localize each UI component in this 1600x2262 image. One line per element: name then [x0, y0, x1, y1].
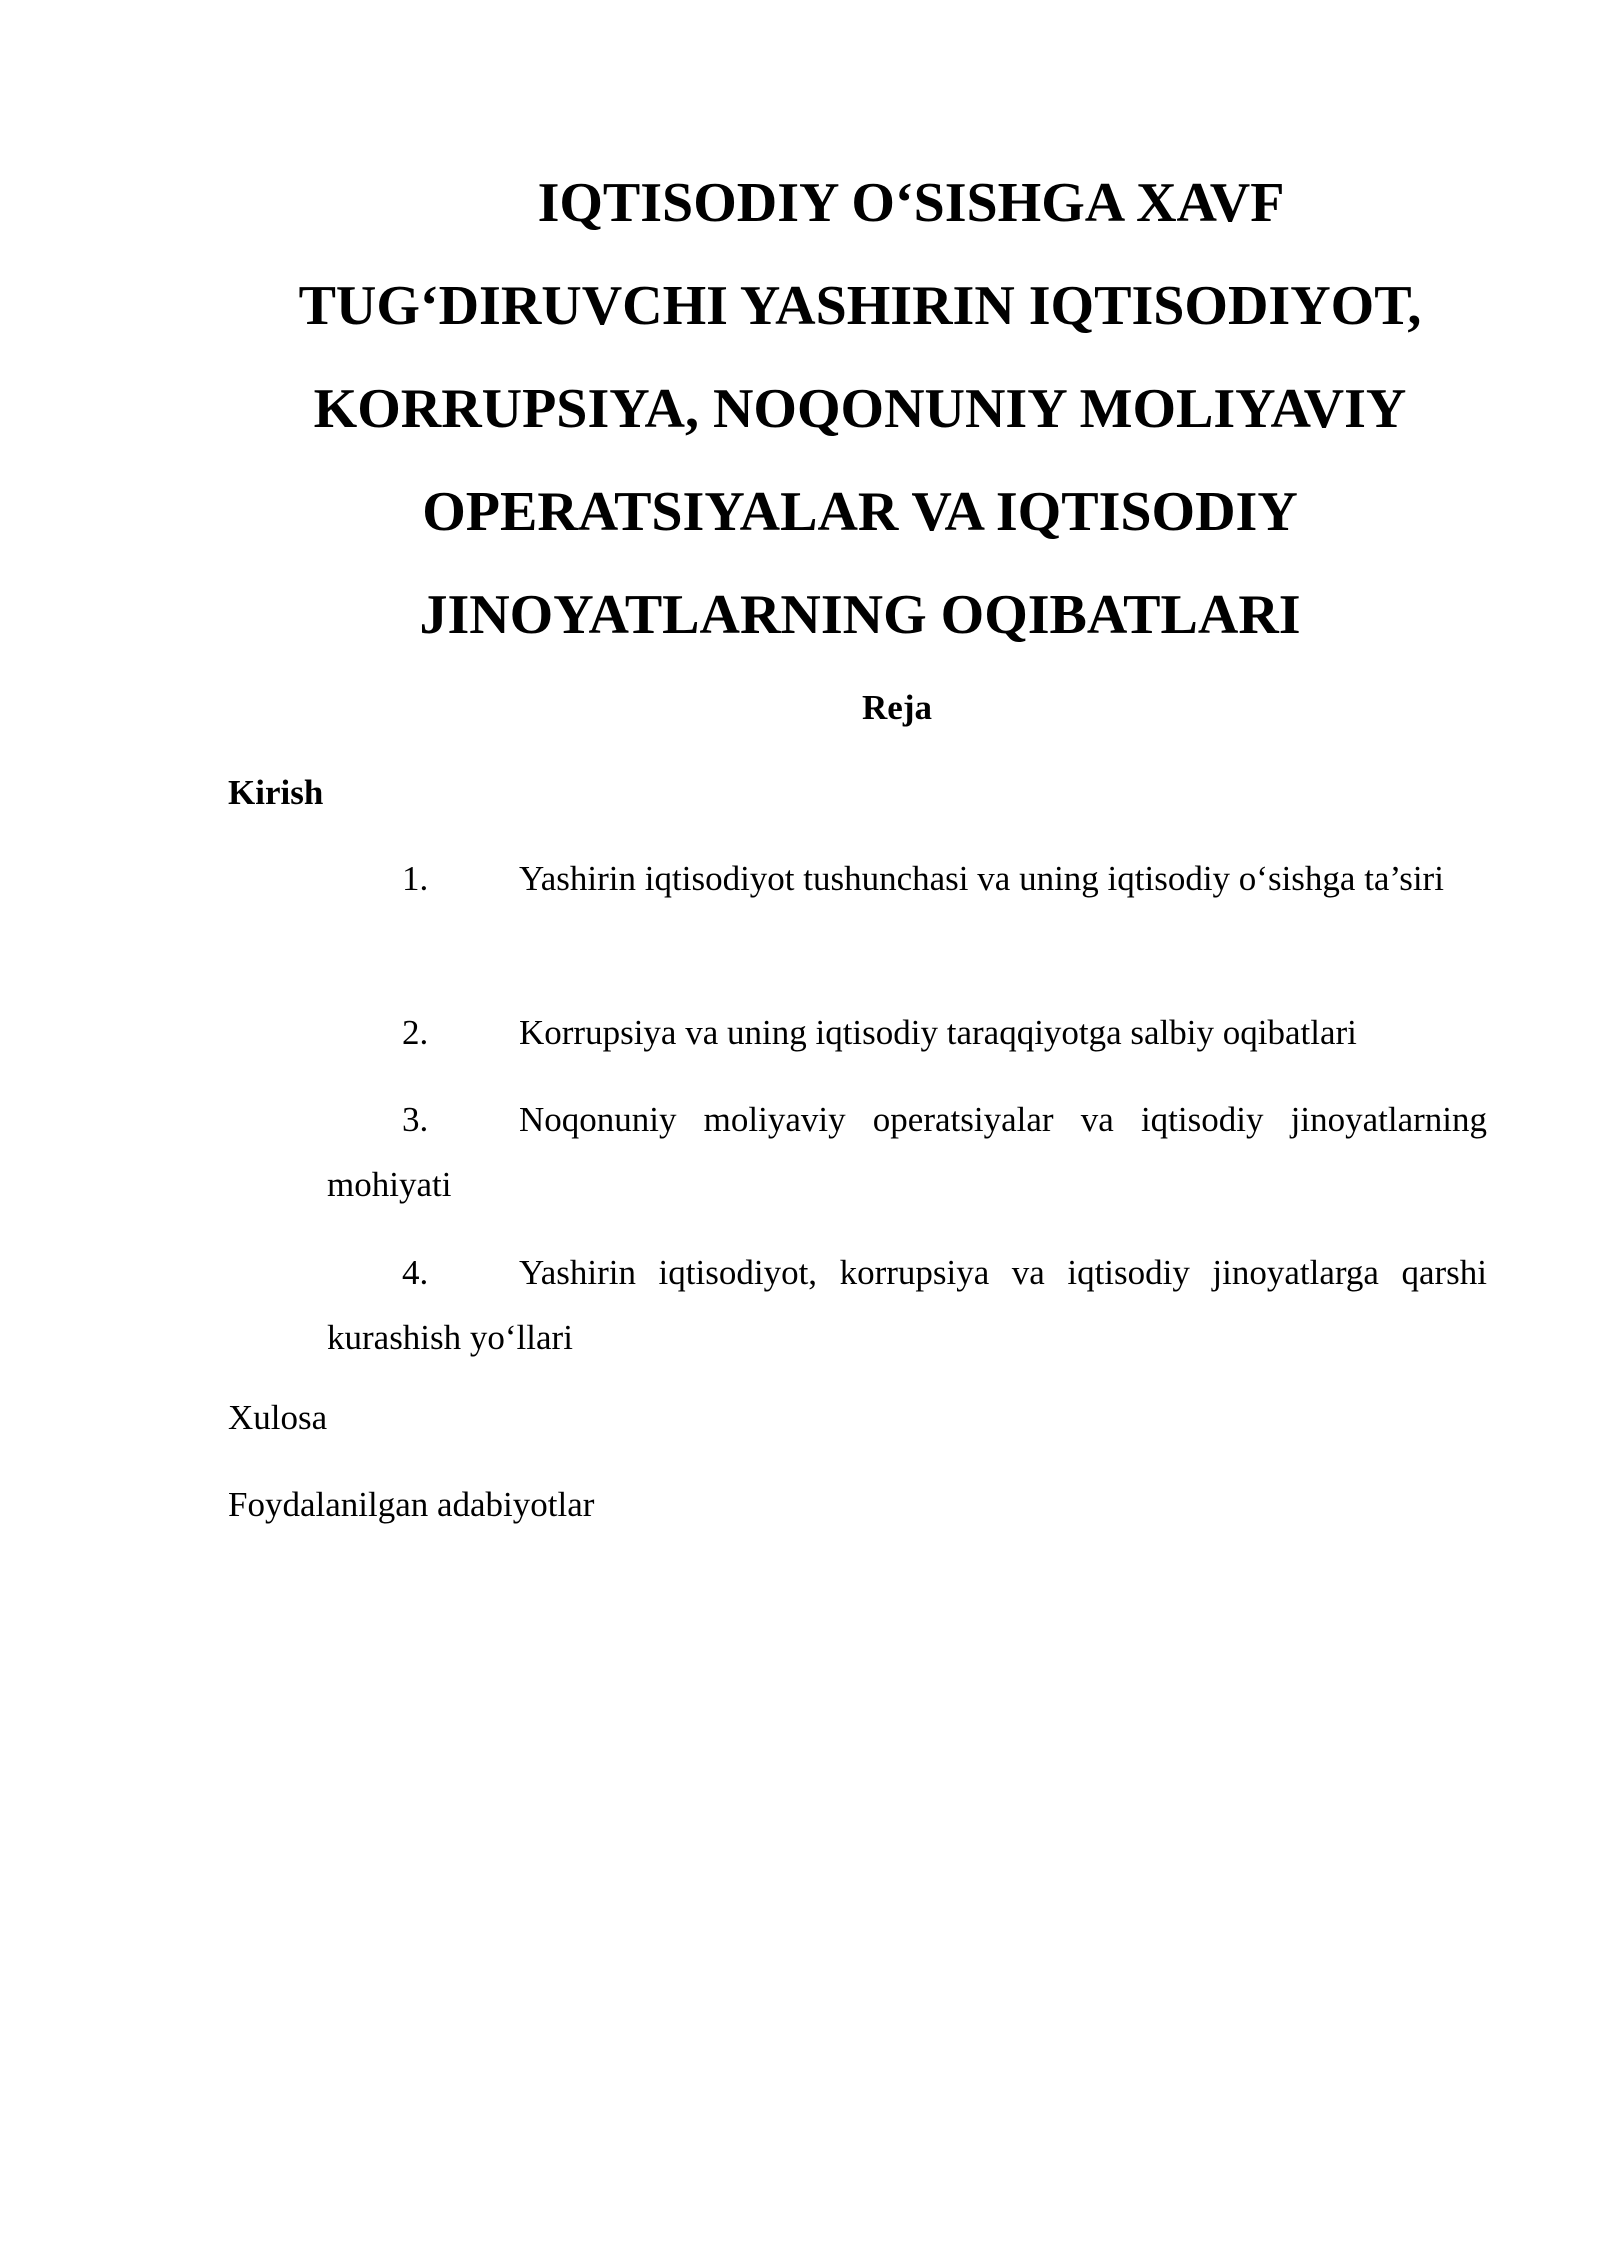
plan-item-1: [327, 846, 1487, 911]
plan-item-text: Yashirin iqtisodiyot, korrupsiya va iqtisodiy jinoyatlarga qarshi kurashish yo‘llari: [327, 1253, 1487, 1357]
plan-item-number: 1.: [402, 859, 429, 898]
plan-item-text: Noqonuniy moliyaviy operatsiyalar va iqtisodiy jinoyatlarning mohiyati: [327, 1100, 1487, 1204]
plan-item-3: [327, 1087, 1487, 1217]
conclusion-heading: Xulosa: [228, 1398, 328, 1437]
plan-heading: Reja: [862, 688, 932, 727]
document-title: IQTISODIY O‘SISHGA XAVF TUG‘DIRUVCHI YASHIRIN IQTISODIYOT, KORRUPSIYA, NOQONUNIY MOLIYAVIY OPERATSIYALAR VA IQTISODIY JINOYATLARNING OQIBATLARI: [298, 172, 1422, 646]
intro-heading: Kirish: [228, 773, 324, 812]
plan-item-number: 4.: [402, 1253, 429, 1292]
plan-item-2: [327, 1000, 1487, 1065]
plan-item-number: 2.: [402, 1013, 429, 1052]
plan-item-number: 3.: [402, 1100, 429, 1139]
plan-item-text: Yashirin iqtisodiyot tushunchasi va uning iqtisodiy o‘sishga ta’siri: [519, 859, 1444, 898]
references-heading: Foydalanilgan adabiyotlar: [228, 1485, 595, 1524]
plan-item-text: Korrupsiya va uning iqtisodiy taraqqiyotga salbiy oqibatlari: [519, 1013, 1357, 1052]
plan-item-4: [327, 1240, 1487, 1370]
